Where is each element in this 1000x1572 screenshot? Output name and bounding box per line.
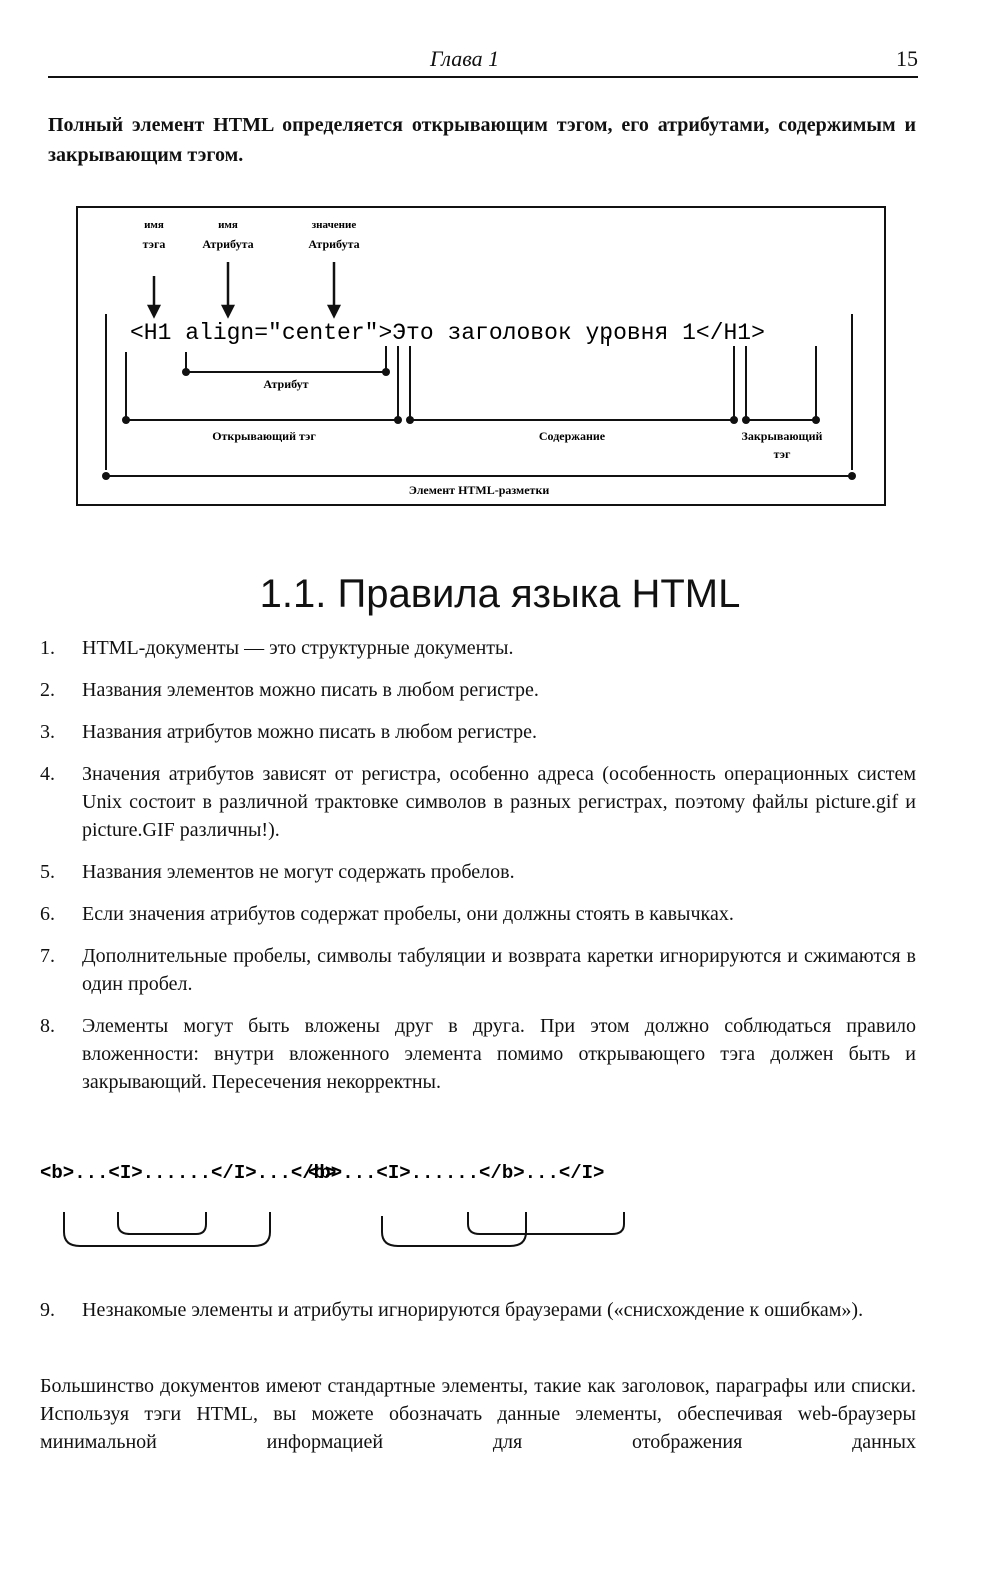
bracket-dots — [102, 368, 856, 480]
list-item — [40, 900, 916, 928]
page-number: 15 — [896, 46, 918, 71]
list-item — [40, 760, 916, 844]
list-item — [40, 634, 916, 662]
list-item — [40, 1296, 916, 1324]
list-item — [40, 858, 916, 886]
list-item — [40, 1012, 916, 1096]
intro-paragraph: Полный элемент HTML определяется открывающим тэгом, его атрибутами, содержимым и закрывающим тэгом. — [48, 114, 916, 166]
label-html-element: Элемент HTML-разметки — [408, 483, 550, 497]
chapter-title: Глава 1 — [430, 46, 500, 71]
label-closing-tag-line2: тэг — [773, 447, 791, 461]
list-item-text: Элементы могут быть вложены друг в друга. При этом должно соблюдаться правило вложенности: внутри вложенного элемента помимо открывающего тэга должен быть и закрывающий. Пересечения некорректны. — [82, 1015, 916, 1093]
list-item-text: Названия элементов не могут содержать пробелов. — [82, 861, 515, 883]
list-item-number: 1. — [40, 637, 55, 659]
label-tag-name-line1: имя — [144, 219, 164, 231]
label-attribute: Атрибут — [263, 377, 309, 391]
closing-paragraph: Большинство документов имеют стандартные элементы, такие как заголовок, параграфы или списки. Используя тэги HTML, вы можете обозначать данные элементы, обеспечивая web-браузеры минимальной информацией для отображения данных — [40, 1375, 916, 1453]
label-attr-value-line2: Атрибута — [308, 237, 360, 251]
nesting-correct-example: <b>...<I>......</I>...</b> — [40, 1162, 337, 1184]
list-item-number: 4. — [40, 763, 55, 785]
list-item-text: Дополнительные пробелы, символы табуляции и возврата каретки игнорируются и сжимаются в один пробел. — [82, 945, 916, 995]
label-attr-name-line1: имя — [218, 219, 238, 231]
label-opening-tag: Открывающий тэг — [212, 429, 316, 443]
list-item-text: Незнакомые элементы и атрибуты игнорируются браузерами («снисхождение к ошибкам»). — [82, 1299, 864, 1321]
list-item-text: Названия элементов можно писать в любом регистре. — [82, 679, 539, 701]
label-attr-value-line1: значение — [311, 219, 357, 231]
list-item-text: Значения атрибутов зависят от регистра, особенно адреса (особенность операционных систем Unix состоит в различной трактовке символов в разных регистрах, поэтому файлы picture.gif и picture.GIF различны!). — [82, 763, 916, 841]
label-attr-name-line2: Атрибута — [202, 237, 254, 251]
list-item-number: 9. — [40, 1299, 55, 1321]
list-item-text: Если значения атрибутов содержат пробелы, они должны стоять в кавычках. — [82, 903, 734, 925]
list-item-number: 7. — [40, 945, 55, 967]
diagram-frame — [77, 207, 885, 505]
rules-list — [40, 634, 916, 1110]
list-item-number: 8. — [40, 1015, 55, 1037]
label-content: Содержание — [538, 429, 606, 443]
section-title: 1.1. Правила языка HTML — [259, 572, 741, 616]
rule-nine — [40, 1296, 916, 1338]
list-item-number: 6. — [40, 903, 55, 925]
nesting-examples — [40, 1148, 640, 1258]
down-arrows — [149, 262, 339, 316]
list-item — [40, 942, 916, 998]
list-item-text: Названия атрибутов можно писать в любом регистре. — [82, 721, 538, 743]
list-item — [40, 676, 916, 704]
list-item-number: 3. — [40, 721, 55, 743]
code-example: <H1 align="center">Это заголовок уровня 1</H1> — [130, 320, 765, 346]
label-closing-tag-line1: Закрывающий — [741, 429, 823, 443]
html-element-diagram — [76, 206, 886, 506]
label-tag-name-line2: тэга — [142, 237, 166, 251]
nesting-incorrect-example: <b>...<I>......</b>...</I> — [308, 1162, 605, 1184]
list-item — [40, 718, 916, 746]
list-item-text: HTML-документы — это структурные документы. — [82, 637, 514, 659]
header-divider — [48, 76, 918, 78]
list-item-number: 5. — [40, 861, 55, 883]
nesting-brackets — [64, 1212, 624, 1246]
list-item-number: 2. — [40, 679, 55, 701]
